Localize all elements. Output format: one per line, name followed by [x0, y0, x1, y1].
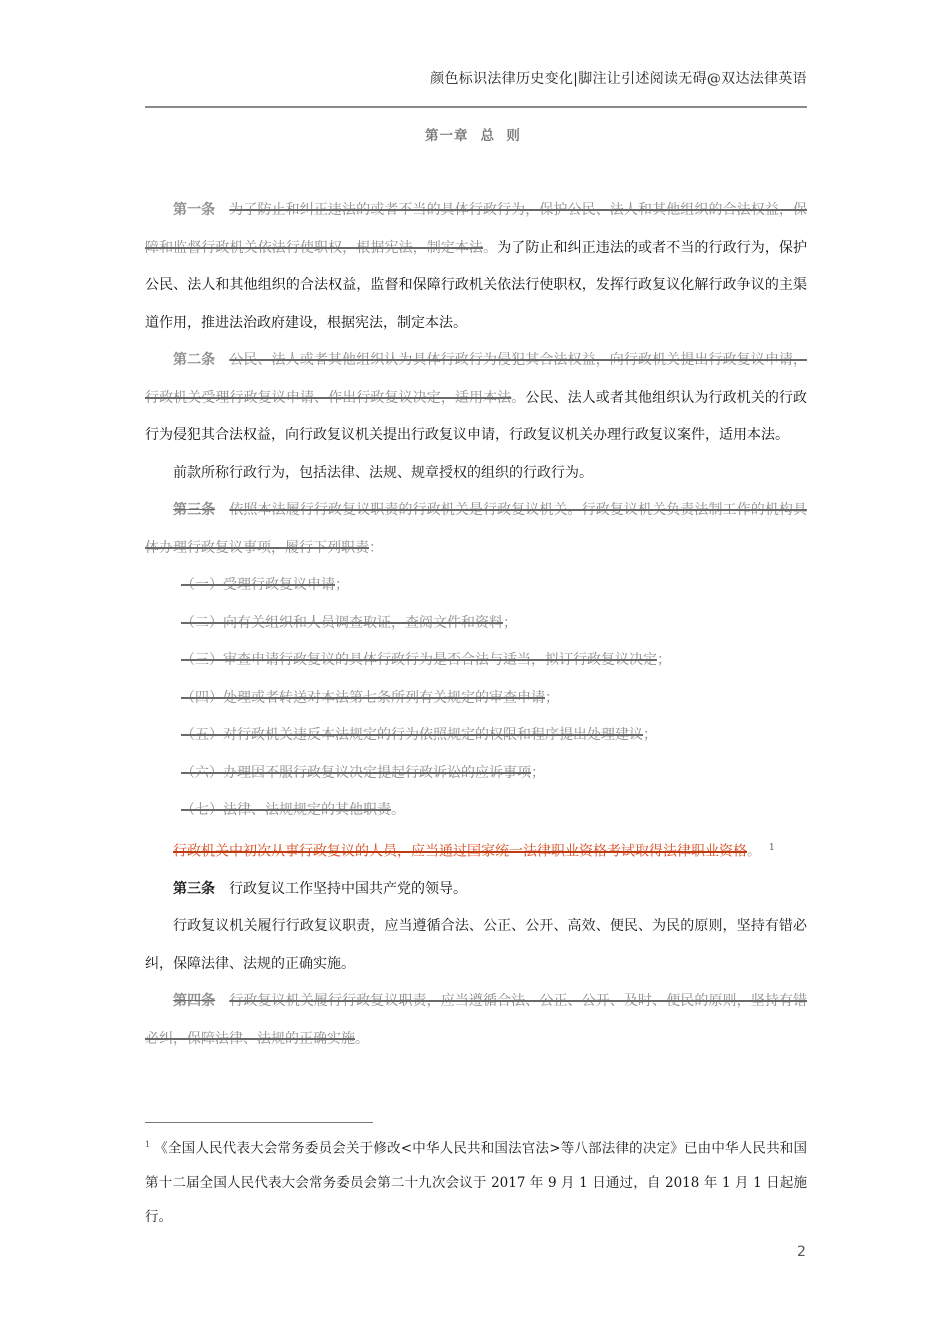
article-3-new-heading: 第三条 — [173, 880, 215, 897]
article-3-old — [145, 492, 807, 567]
header-divider — [145, 106, 807, 108]
article-1 — [145, 192, 807, 342]
article-3-old-red-paragraph — [145, 830, 807, 871]
duty-item-text: （七）法律、法规规定的其他职责 — [181, 802, 391, 818]
article-1-deleted-text: 为了防止和纠正违法的或者不当的具体行政行为，保护公民、法人和其他组织的合法权益，保障和监督行政机关依法行使职权，根据宪法，制定本法 — [145, 202, 807, 256]
chapter-title: 总 则 — [480, 128, 521, 144]
article-2-inserted-text: 公民、法人或者其他组织认为行政机关的行政行为侵犯其合法权益，向行政复议机关提出行政复议申请，行政复议机关办理行政复议案件，适用本法。 — [145, 389, 808, 443]
red-deleted-text: 行政机关中初次从事行政复议的人员，应当通过国家统一法律职业资格考试取得法律职业资格 — [173, 843, 747, 860]
duty-item-text: （四）处理或者转送对本法第七条所列有关规定的审查申请 — [181, 689, 545, 706]
duty-item-6 — [145, 755, 807, 793]
article-4-old-heading: 第四条 — [173, 993, 216, 1010]
chapter-number: 第一章 — [425, 128, 469, 144]
article-1-inserted-text: 为了防止和纠正违法的或者不当的行政行为，保护公民、法人和其他组织的合法权益，监督和保障行政机关依法行使职权，发挥行政复议化解行政争议的主渠道作用，推进法治政府建设，根据宪法，制定本法。 — [145, 239, 808, 331]
duty-item-1 — [145, 567, 807, 605]
footnote-reference[interactable]: 1 — [769, 842, 775, 853]
article-3-old-deleted-text: 依照本法履行行政复议职责的行政机关是行政复议机关。行政复议机关负责法制工作的机构具体办理行政复议事项，履行下列职责 — [145, 502, 808, 556]
duty-item-7 — [145, 792, 807, 830]
duty-item-punct: ； — [503, 614, 517, 631]
duty-item-punct: ； — [657, 652, 671, 668]
footnote-1 — [145, 1128, 807, 1234]
footnote-mark: 1 — [145, 1140, 151, 1149]
article-3-new-text: 行政复议工作坚持中国共产党的领导。 — [229, 880, 467, 897]
duty-item-punct: ； — [335, 577, 349, 593]
duty-item-4 — [145, 680, 807, 718]
article-3-old-deleted-punct: ： — [369, 539, 383, 556]
duty-item-punct: ； — [531, 764, 545, 781]
footnote-text: 《全国人民代表大会常务委员会关于修改<中华人民共和国法官法>等八部法律的决定》已由中华人民共和国第十二届全国人民代表大会常务委员会第二十九次会议于 2017 年 9 月 1 日通过，自 2018 年 1 月 1 日起施行。 — [145, 1140, 807, 1225]
chapter-heading — [425, 124, 521, 144]
duty-item-text: （二）向有关组织和人员调查取证，查阅文件和资料 — [181, 614, 503, 631]
article-2-heading: 第二条 — [173, 352, 216, 368]
red-deleted-punct: 。 — [747, 843, 761, 860]
article-3-new — [145, 871, 807, 909]
article-4-old-deleted-text: 行政复议机关履行行政复议职责，应当遵循合法、公正、公开、及时、便民的原则，坚持有错必纠，保障法律、法规的正确实施 — [145, 993, 808, 1047]
article-1-deleted-punct: 。 — [483, 239, 498, 256]
article-2-deleted-punct: 。 — [511, 389, 526, 406]
duty-item-text: （三）审查申请行政复议的具体行政行为是否合法与适当，拟订行政复议决定 — [181, 652, 657, 668]
page-number: 2 — [797, 1244, 806, 1260]
article-4-old — [145, 983, 807, 1058]
article-2 — [145, 342, 807, 455]
article-1-heading: 第一条 — [173, 202, 216, 218]
document-body — [145, 192, 807, 1058]
duty-item-text: （五）对行政机关违反本法规定的行为依照规定的权限和程序提出处理建议 — [181, 727, 643, 743]
duty-item-5 — [145, 717, 807, 755]
article-2-paragraph-2: 前款所称行政行为，包括法律、法规、规章授权的组织的行政行为。 — [173, 464, 593, 481]
duty-item-2 — [145, 605, 807, 643]
running-header: 颜色标识法律历史变化|脚注让引述阅读无碍@双达法律英语 — [430, 71, 807, 87]
article-3-new-paragraph-2: 行政复议机关履行行政复议职责，应当遵循合法、公正、公开、高效、便民、为民的原则，坚持有错必纠，保障法律、法规的正确实施。 — [145, 918, 807, 972]
duty-item-punct: 。 — [391, 802, 405, 818]
duty-item-3 — [145, 642, 807, 680]
article-2-deleted-text: 公民、法人或者其他组织认为具体行政行为侵犯其合法权益，向行政机关提出行政复议申请，行政机关受理行政复议申请、作出行政复议决定，适用本法 — [145, 352, 807, 406]
article-3-old-heading: 第三条 — [173, 502, 216, 518]
duty-item-text: （一）受理行政复议申请 — [181, 577, 335, 593]
article-4-old-deleted-punct: 。 — [355, 1030, 369, 1047]
duty-item-text: （六）办理因不服行政复议决定提起行政诉讼的应诉事项 — [181, 764, 531, 781]
duty-item-punct: ； — [545, 689, 559, 706]
footnote-separator — [145, 1122, 373, 1123]
duty-item-punct: ； — [643, 727, 657, 743]
